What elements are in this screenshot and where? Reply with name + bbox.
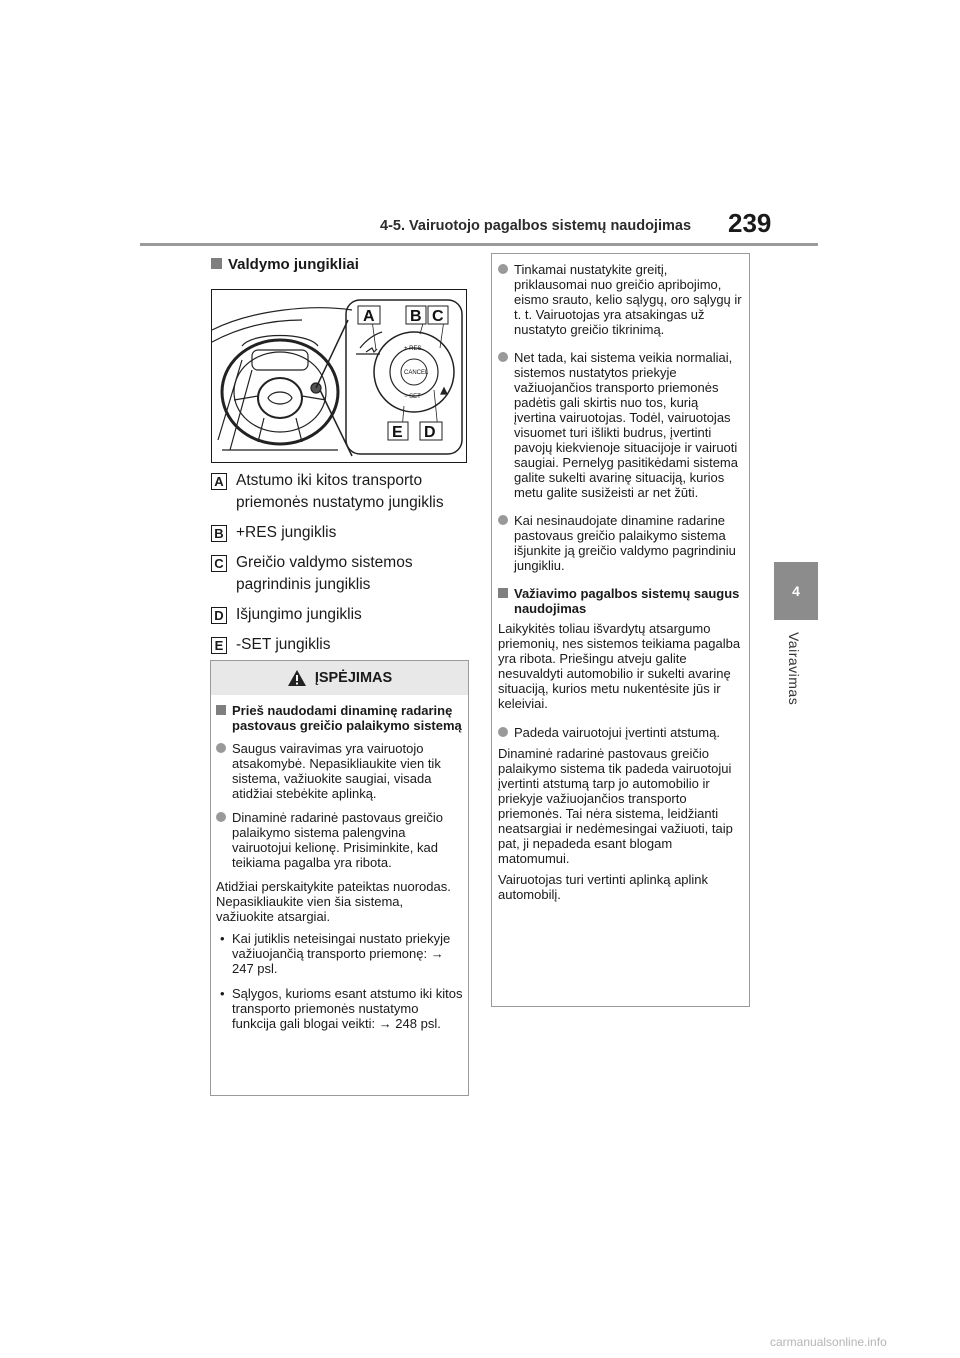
circle-bullet-icon — [216, 743, 226, 753]
callout-letter-box: D — [211, 607, 227, 624]
figure-callout-b: B — [410, 308, 422, 325]
warning-dash-text: Kai jutiklis neteisingai nustato priekyje važiuojančią transporto priemonę: → 247 psl. — [232, 931, 451, 976]
warning-bullet — [216, 741, 463, 801]
circle-bullet-icon — [216, 812, 226, 822]
figure-callout-a: A — [363, 308, 375, 325]
warning-body — [211, 695, 468, 1031]
section-heading — [211, 256, 359, 273]
watermark: carmanualsonline.info — [770, 1335, 887, 1349]
warning-header — [211, 661, 468, 695]
callout-letter-box: A — [211, 473, 227, 490]
square-bullet-icon — [211, 258, 222, 269]
page-number: 239 — [728, 208, 772, 238]
right-subheading-text: Važiavimo pagalbos sistemų saugus naudojimas — [514, 586, 740, 616]
chapter-tab[interactable] — [774, 562, 818, 620]
circle-bullet-icon — [498, 727, 508, 737]
header-rule — [140, 243, 818, 246]
callout-text: Greičio valdymo sistemos pagrindinis jungiklis — [236, 554, 413, 593]
callout-item — [211, 634, 467, 656]
callout-item — [211, 522, 467, 544]
warning-bullet — [216, 810, 463, 870]
warning-dash-item — [216, 931, 463, 976]
warning-bullet-text: Saugus vairavimas yra vairuotojo atsakomybė. Nepasikliaukite vien tik sistema, važiuokite saugiai, visada atidžiai stebėkite aplinką. — [232, 741, 441, 801]
right-warning-continuation — [491, 253, 750, 1007]
right-bullet — [498, 725, 743, 740]
callout-item — [211, 604, 467, 626]
warning-bullet-text: Dinaminė radarinė pastovaus greičio palaikymo sistema palengvina vairuotojui kelionę. Prisiminkite, kad teikiama pagalba yra ribota. — [232, 810, 444, 870]
callout-text: Atstumo iki kitos transporto priemonės nustatymo jungiklis — [236, 472, 444, 511]
right-bullet — [498, 262, 743, 337]
warning-title: ĮSPĖJIMAS — [314, 670, 393, 686]
warning-paragraph: Atidžiai perskaitykite pateiktas nuorodas. Nepasikliaukite vien šia sistema, važiuokite atsargiai. — [216, 879, 451, 924]
right-bullet-text: Tinkamai nustatykite greitį, priklausomai nuo greičio apribojimo, eismo srauto, kelio sąlygų, oro sąlygų ir t. t. Vairuotojas yra atsakingas už nustatyto greičio tikrinimą. — [514, 262, 742, 337]
figure-cancel-label: CANCEL — [404, 370, 429, 376]
warning-subheading-text: Prieš naudodami dinaminę radarinę pastovaus greičio palaikymo sistemą — [232, 703, 462, 733]
right-bullet-text: Net tada, kai sistema veikia normaliai, sistemos nustatytos priekyje važiuojančios transporto priemonės padėtis gali skirtis nuo tos, kurią įvertina vairuotojas. Todėl, vairuotojas visuomet turi išlikti budrus, įvertinti pavojų kiekvienoje situacijoje ir vairuoti saugiai. Pernelyg pasitikėdami sistema galite sukelti avarinę situaciją, kurios metu galite susižeisti ar net žūti. — [514, 350, 738, 500]
callout-text: -SET jungiklis — [236, 636, 331, 653]
dash-bullet-icon: • — [220, 931, 225, 946]
callout-item — [211, 470, 467, 514]
right-subheading — [498, 586, 743, 616]
callout-letter-box: C — [211, 555, 227, 572]
warning-triangle-icon — [287, 669, 307, 687]
callout-text: Išjungimo jungiklis — [236, 606, 362, 623]
warning-dash-text: Sąlygos, kurioms esant atstumo iki kitos transporto priemonės nustatymo funkcija gali blogai veikti: → 248 psl. — [232, 986, 463, 1031]
figure-set-label: − SET — [404, 394, 421, 400]
section-heading-text: Valdymo jungikliai — [228, 256, 359, 273]
figure-callout-e: E — [392, 424, 403, 441]
right-bullet-text: Kai nesinaudojate dinamine radarine pastovaus greičio palaikymo sistema išjunkite ją greičio valdymo pagrindiniu jungikliu. — [514, 513, 736, 573]
figure-callout-d: D — [424, 424, 436, 441]
right-bullet — [498, 513, 743, 573]
callout-text: +RES jungiklis — [236, 524, 337, 541]
right-bullet — [498, 350, 743, 500]
warning-subheading — [216, 703, 463, 733]
chapter-number: 4 — [792, 583, 800, 599]
steering-wheel-figure — [211, 289, 467, 463]
page-header-title: 4-5. Vairuotojo pagalbos sistemų naudojimas — [380, 218, 692, 234]
circle-bullet-icon — [498, 515, 508, 525]
warning-box — [210, 660, 469, 1096]
right-paragraph: Dinaminė radarinė pastovaus greičio palaikymo sistema tik padeda vairuotojui įvertinti atstumą tarp jo automobilio ir priekyje važiuojančios transporto priemonės. Tai nėra sistema, leidžianti neatsargiai ir nedėmesingai važiuoti, taip pat, ji nepadeda esant blogam matomumui. — [498, 746, 733, 866]
warning-dash-item — [216, 986, 463, 1031]
figure-callout-c: C — [432, 308, 444, 325]
callout-letter-box: E — [211, 637, 227, 654]
steering-wheel-illustration — [212, 290, 466, 462]
chapter-label: Vairavimas — [786, 632, 802, 706]
circle-bullet-icon — [498, 264, 508, 274]
callout-letter-box: B — [211, 525, 227, 542]
callout-item — [211, 552, 467, 596]
callout-list — [211, 470, 467, 664]
figure-res-label: + RES — [404, 346, 422, 352]
right-bullet-text: Padeda vairuotojui įvertinti atstumą. — [514, 725, 720, 740]
right-paragraph: Laikykitės toliau išvardytų atsargumo priemonių, nes sistemos teikiama pagalba yra ribota. Priešingu atveju galite nesuvaldyti automobilio ir sukelti avarinę situaciją, kurios metu nukentėsite jūs ir keleiviai. — [498, 621, 741, 711]
right-paragraph: Vairuotojas turi vertinti aplinką aplink automobilį. — [498, 872, 709, 902]
dash-bullet-icon: • — [220, 986, 225, 1001]
circle-bullet-icon — [498, 352, 508, 362]
square-bullet-icon — [498, 588, 508, 598]
square-bullet-icon — [216, 705, 226, 715]
